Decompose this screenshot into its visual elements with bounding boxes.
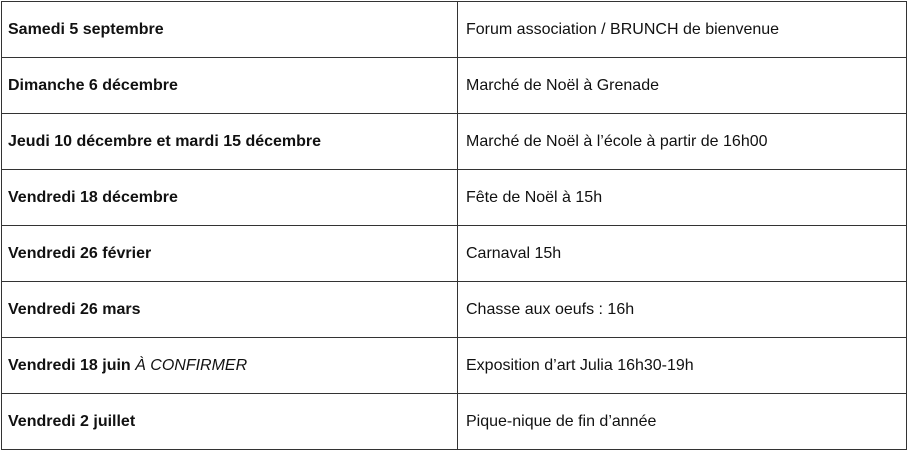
date-text: Vendredi 2 juillet bbox=[8, 412, 136, 430]
table-row bbox=[2, 282, 907, 338]
date-text: Dimanche 6 décembre bbox=[8, 76, 178, 94]
event-text: Marché de Noël à l’école à partir de 16h00 bbox=[466, 132, 768, 150]
date-cell bbox=[2, 2, 458, 58]
date-cell bbox=[2, 58, 458, 114]
event-text: Carnaval 15h bbox=[466, 244, 562, 262]
table-row bbox=[2, 114, 907, 170]
table-row bbox=[2, 338, 907, 394]
date-text: Vendredi 18 juin bbox=[8, 356, 131, 374]
event-cell bbox=[458, 282, 907, 338]
event-cell bbox=[458, 170, 907, 226]
date-text: Jeudi 10 décembre et mardi 15 décembre bbox=[8, 132, 322, 150]
confirmation-note: À CONFIRMER bbox=[135, 356, 248, 374]
date-text: Samedi 5 septembre bbox=[8, 20, 164, 38]
table-row bbox=[2, 394, 907, 450]
date-cell bbox=[2, 226, 458, 282]
event-text: Marché de Noël à Grenade bbox=[466, 76, 659, 94]
event-text: Pique-nique de fin d’année bbox=[466, 412, 657, 430]
event-cell bbox=[458, 2, 907, 58]
events-table-body bbox=[2, 2, 907, 450]
date-text: Vendredi 26 février bbox=[8, 244, 152, 262]
event-cell bbox=[458, 114, 907, 170]
date-cell bbox=[2, 394, 458, 450]
table-row bbox=[2, 226, 907, 282]
event-text: Fête de Noël à 15h bbox=[466, 188, 603, 206]
table-row bbox=[2, 2, 907, 58]
event-cell bbox=[458, 394, 907, 450]
table-row bbox=[2, 58, 907, 114]
date-text: Vendredi 18 décembre bbox=[8, 188, 178, 206]
event-cell bbox=[458, 338, 907, 394]
event-text: Forum association / BRUNCH de bienvenue bbox=[466, 20, 780, 38]
date-cell bbox=[2, 170, 458, 226]
table-row bbox=[2, 170, 907, 226]
event-text: Chasse aux oeufs : 16h bbox=[466, 300, 635, 318]
events-table bbox=[1, 1, 907, 450]
event-cell bbox=[458, 58, 907, 114]
date-cell bbox=[2, 338, 458, 394]
date-text: Vendredi 26 mars bbox=[8, 300, 141, 318]
event-text: Exposition d’art Julia 16h30-19h bbox=[466, 356, 694, 374]
date-cell bbox=[2, 282, 458, 338]
event-cell bbox=[458, 226, 907, 282]
date-cell bbox=[2, 114, 458, 170]
